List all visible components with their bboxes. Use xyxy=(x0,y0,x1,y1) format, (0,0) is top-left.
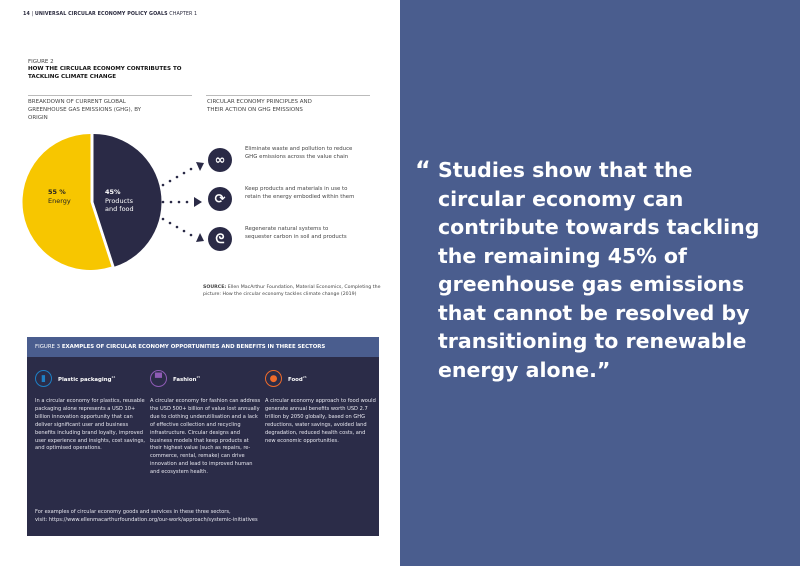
figure3-footer: For examples of circular economy goods and services in these three sectors, visit: https://www.ellenmacarthurfoundation.org/our-work/approach/systemic-initiatives xyxy=(35,509,258,523)
figure-title: HOW THE CIRCULAR ECONOMY CONTRIBUTES TO TACKLING CLIMATE CHANGE xyxy=(28,66,182,80)
figure-label: FIGURE 2 xyxy=(28,59,54,65)
principle-text: Regenerate natural systems to sequester carbon in soil and products xyxy=(245,226,347,240)
pull-quote: “ Studies show that the circular economy can contribute towards tackling the remaining 45% of greenhouse gas emissions that cannot be resolved by transitioning to renewable energy alone.” xyxy=(415,156,760,382)
infinity-icon: ∞ xyxy=(208,148,232,172)
tshirt-icon: ▀ xyxy=(150,370,167,387)
principle-text: Eliminate waste and pollution to reduce GHG emissions across the value chain xyxy=(245,146,353,160)
plate-icon: ● xyxy=(265,370,282,387)
products-label: 45% Products and food xyxy=(105,188,134,213)
sector-fashion: ▀ Fashion$^{25}$ A circular economy for fashion can address the USD 500+ billion of value lost annually due to clothing underutilisation and a lack of effective collection and recycling infrastructure. Circular designs and business models that keep products at their highest value (such as repairs, re-commerce, rental, remake) can drive innovation and lead to improved human and ecosystem health. xyxy=(150,368,262,477)
sector-plastic: ▮ Plastic packaging$^{24}$ In a circular economy for plastics, reusable packaging alone represents a USD 10+ billion innovation opportunity that can deliver significant user and business benefits including brand loyalty, improved user experience and insights, cost savings, and optimised operations. xyxy=(35,368,147,453)
energy-label: 55 % Energy xyxy=(48,188,71,205)
principles-heading: CIRCULAR ECONOMY PRINCIPLES AND THEIR ACTION ON GHG EMISSIONS xyxy=(207,99,312,113)
divider xyxy=(206,95,370,96)
principle-text: Keep products and materials in use to retain the energy embodied within them xyxy=(245,186,355,200)
figure3-panel xyxy=(27,337,379,536)
systemic-initiatives-link[interactable]: visit: https://www.ellenmacarthurfoundation.org/our-work/approach/systemic-initiatives xyxy=(35,517,258,523)
sector-food: ● Food$^{26}$ A circular economy approach to food would generate annual benefits worth USD 2.7 trillion by 2050 globally, based on GHG reductions, water savings, avoided land degradation, reduced health costs, and new economic opportunities. xyxy=(265,368,377,445)
cycle-icon: ⟳ xyxy=(208,187,232,211)
running-header: 14 | UNIVERSAL CIRCULAR ECONOMY POLICY GOALS CHAPTER 1 xyxy=(23,12,198,17)
regenerate-icon: ᘓ xyxy=(208,227,232,251)
divider xyxy=(28,95,192,96)
pie-heading: BREAKDOWN OF CURRENT GLOBAL GREENHOUSE GAS EMISSIONS (GHG), BY ORIGIN xyxy=(28,99,142,121)
figure-source: SOURCE: Ellen MacArthur Foundation, Material Economics, Completing the picture: How the circular economy tackles climate change (2019) xyxy=(203,285,381,297)
dotted-arrows xyxy=(160,160,208,250)
figure3-title-bar: FIGURE 3 EXAMPLES OF CIRCULAR ECONOMY OPPORTUNITIES AND BENEFITS IN THREE SECTORS xyxy=(27,337,379,357)
bottle-icon: ▮ xyxy=(35,370,52,387)
